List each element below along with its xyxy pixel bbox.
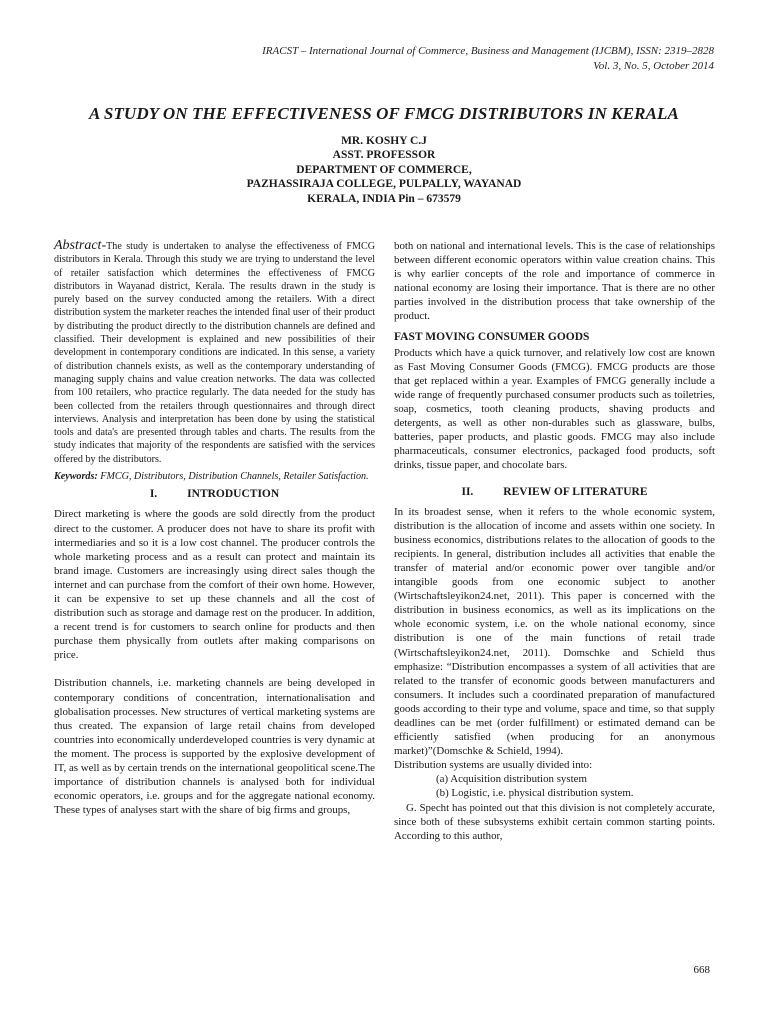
paper-title: A STUDY ON THE EFFECTIVENESS OF FMCG DISTRIBUTORS IN KERALA: [89, 104, 679, 123]
author-position: ASST. PROFESSOR: [332, 149, 436, 162]
journal-volume: Vol. 3, No. 5, October 2014: [593, 60, 714, 72]
abstract-lead: Abstract-: [54, 238, 107, 253]
review-paragraph-2: Distribution systems are usually divided into:: [394, 759, 593, 772]
abstract-text: The study is undertaken to analyse the effectiveness of FMCG distributors in Kerala. Through this study we are trying to understand the level of retailer satisfaction which determines the effectiveness of FMCG distributors in Wayanad district, Kerala. The results drawn in the study is purely based on the survey conducted among the retailers. With a direct distribution system the marketer reaches the intended final user of their product by distributing the product directly to the distribution channels are defined and classified. Their development is explained and new possibilities of their development in contemporary conditions are indicated. In this sense, a variety of distribution channels exists, as well as the contemporary understanding of managing supply chains and value creation networks. The data was collected from 100 retailers, who practice regularly. The data needed for the study has been collected from the retailers through questionnaires and through direct interviews. Analysis and interpretation has been done by using the statistical tools and data's are presented through tables and charts. The results from the study indicates that majority of the respondents are satisfied with the services offered by the distributors.: [54, 241, 375, 465]
list-item: (b) Logistic, i.e. physical distribution system.: [436, 787, 634, 800]
right-column: [394, 239, 715, 843]
fmcg-paragraph: Products which have a quick turnover, and relatively low cost are known as Fast Moving Consumer Goods (FMCG). FMCG products are those that get replaced within a year. Examples of FMCG generally include a wide range of frequently purchased consumer products such as toiletries, soap, cosmetics, tooth cleaning products, shaving products and detergents, as well as other non-durables such as glassware, bulbs, batteries, paper products, and plastic goods. FMCG may also include pharmaceuticals, consumer electronics, packaged food products, soft drinks, tissue paper, and chocolate bars.: [394, 346, 715, 472]
section-number: II.: [461, 485, 474, 498]
section-number: I.: [149, 488, 158, 501]
journal-name: IRACST – International Journal of Commerce, Business and Management (IJCBM), ISSN: 2319–2828: [262, 45, 714, 57]
keywords-text: FMCG, Distributors, Distribution Channels, Retailer Satisfaction.: [97, 471, 369, 483]
review-paragraph-3: G. Specht has pointed out that this division is not completely accurate, since both of these subsystems exhibit certain common starting points. According to this author,: [394, 801, 715, 842]
section-heading-review: [394, 485, 715, 499]
section-title: REVIEW OF LITERATURE: [503, 485, 648, 498]
subheading-fmcg: FAST MOVING CONSUMER GOODS: [394, 330, 590, 343]
page-number: 668: [693, 964, 710, 976]
section-title: INTRODUCTION: [187, 488, 280, 501]
keywords: [54, 470, 375, 483]
author-college: PAZHASSIRAJA COLLEGE, PULPALLY, WAYANAD: [246, 178, 522, 191]
author-name: MR. KOSHY C.J: [341, 135, 427, 147]
intro-paragraph-1: Direct marketing is where the goods are sold directly from the product direct to the customer. A producer does not have to share its profit with intermediaries and so it is a low cost channel. The producer controls the whole marketing process and as a result can protect and maintain its brand image. Customers are increasingly using direct sales though the internet and can purchase from the comfort of their own home. However, it can be expensive to set up these channels and all the cost of distribution such as storage and damage rest on the producer. In addition, a recent trend is for customers to search online for products and then purchase them physically from outlets after making comparisons on price.: [54, 508, 375, 662]
left-column: [54, 239, 375, 817]
intro-paragraph-2: Distribution channels, i.e. marketing channels are being developed in contemporary conditions of concentration, internationalisation and globalisation processes. New structures of vertical marketing systems are thus created. The expansion of large retail chains from developed countries into economically underdeveloped countries is very dynamic at the moment. The process is supported by the explosive development of IT, as well as by certain trends on the international geopolitical scene.The importance of distribution channels is analysed both for individual economic operators, i.e. groups and for the aggregate national economy. These types of analyses start with the share of big firms and groups,: [54, 677, 375, 817]
author-location: KERALA, INDIA Pin – 673579: [307, 192, 461, 205]
keywords-label: Keywords:: [54, 471, 98, 483]
list-item: (a) Acquisition distribution system: [436, 773, 587, 786]
author-block: [0, 134, 768, 206]
section-heading-introduction: [54, 487, 375, 501]
abstract: [54, 239, 375, 466]
review-paragraph-1: In its broadest sense, when it refers to the whole economic system, distribution is the allocation of income and assets within one society. In business economics, distributions relates to the allocation of goods to the recipients. In general, distribution includes all activities that enable the transfer of material and/or economic power over tangible and/or intangible goods from one economic subject to another (Wirtschaftsleyikon24.net, 2011). This paper is concerned with the distribution in business economics, as well as its implications on the whole economic system, i.e. on the whole national economy, since distribution is one of the main functions of retail trade (Wirtschaftsleyikon24.net, 2011). Domschke and Schield thus emphasize: “Distribution encompasses a system of all activities that are related to the transfer of economic goods between manufacturers and consumers. It includes such a coordinated preparation of manufactured goods according to their type and volume, space and time, so that supply deadlines can be met (order fulfillment) or estimated demand can be efficiently satisfied (when producing for an anonymous market)”(Domschke & Schield, 1994).: [394, 505, 715, 758]
author-department: DEPARTMENT OF COMMERCE,: [296, 163, 472, 176]
journal-header: [262, 44, 714, 74]
intro-paragraph-continued: both on national and international levels. This is the case of relationships between different economic operators within value creation chains. This is why earlier concepts of the role and importance of commerce in national economy are losing their importance. That is there are no other parties involved in the distribution process that take ownership of the product.: [394, 240, 715, 323]
